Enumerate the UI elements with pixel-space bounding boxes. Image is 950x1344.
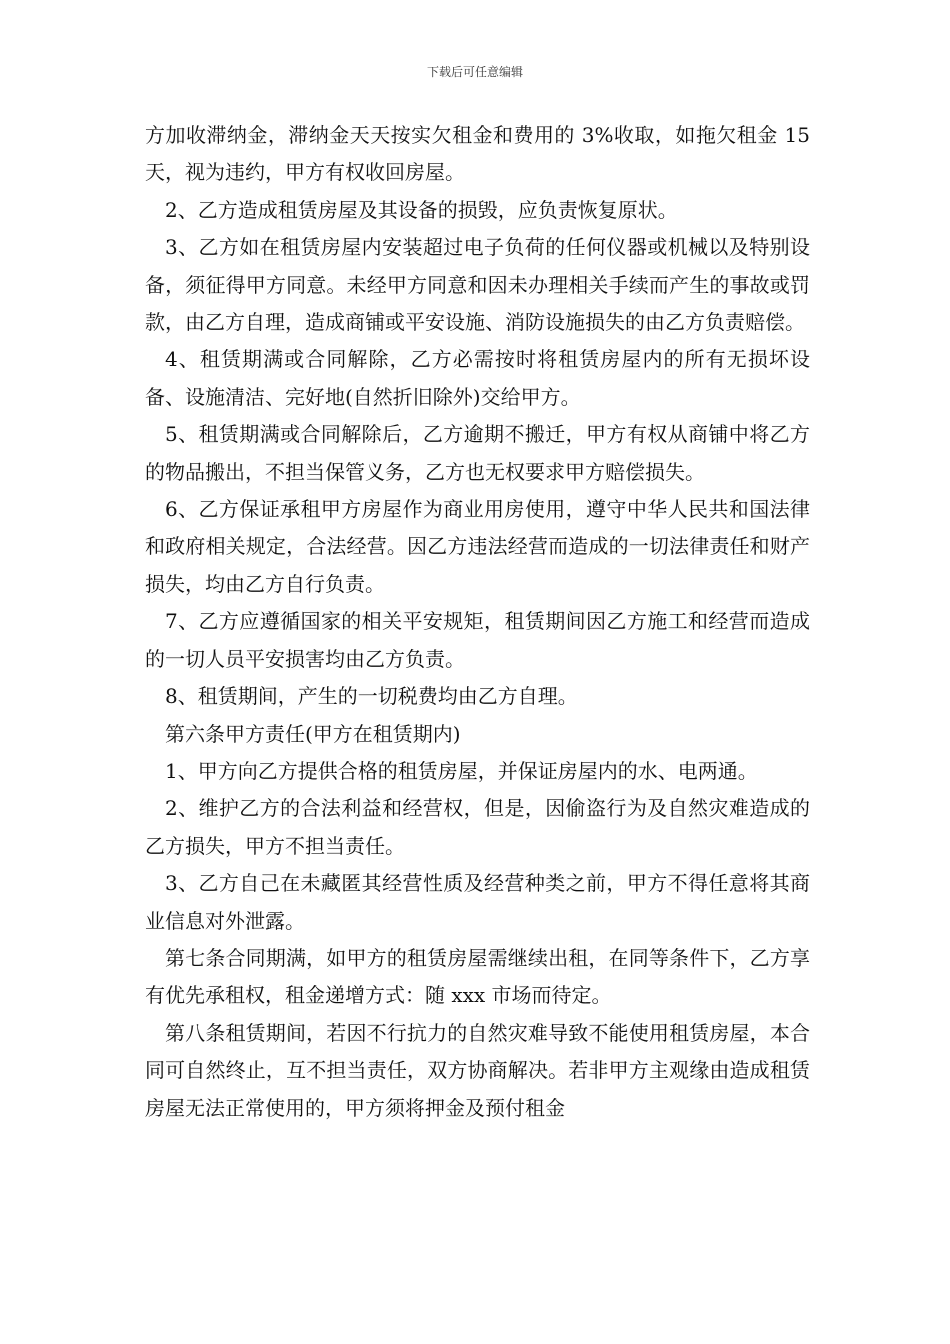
paragraph: 4、租赁期满或合同解除，乙方必需按时将租赁房屋内的所有无损坏设备、设施清洁、完好地(自然折旧除外)交给甲方。 (145, 347, 810, 409)
paragraph: 6、乙方保证承租甲方房屋作为商业用房使用，遵守中华人民共和国法律和政府相关规定，合法经营。因乙方违法经营而造成的一切法律责任和财产损失，均由乙方自行负责。 (145, 497, 810, 596)
paragraph: 第七条合同期满，如甲方的租赁房屋需继续出租，在同等条件下，乙方享有优先承租权，租金递增方式：随 xxx 市场而待定。 (145, 945, 810, 1008)
paragraph: 1、甲方向乙方提供合格的租赁房屋，并保证房屋内的水、电两通。 (165, 758, 758, 783)
paragraph: 5、租赁期满或合同解除后，乙方逾期不搬迁，甲方有权从商铺中将乙方的物品搬出，不担当保管义务，乙方也无权要求甲方赔偿损失。 (145, 422, 810, 484)
paragraph: 3、乙方自己在未藏匿其经营性质及经营种类之前，甲方不得任意将其商业信息对外泄露。 (145, 871, 810, 933)
paragraph: 2、维护乙方的合法利益和经营权，但是，因偷盗行为及自然灾难造成的乙方损失，甲方不担当责任。 (145, 796, 810, 858)
paragraph: 7、乙方应遵循国家的相关平安规矩，租赁期间因乙方施工和经营而造成的一切人员平安损害均由乙方负责。 (145, 609, 810, 671)
paragraph: 第六条甲方责任(甲方在租赁期内) (165, 721, 461, 746)
paragraph: 3、乙方如在租赁房屋内安装超过电子负荷的任何仪器或机械以及特别设备，须征得甲方同意。未经甲方同意和因未办理相关手续而产生的事故或罚款，由乙方自理，造成商铺或平安设施、消防设施损失的由乙方负责赔偿。 (145, 235, 810, 335)
paragraph: 第八条租赁期间，若因不行抗力的自然灾难导致不能使用租赁房屋，本合同可自然终止，互不担当责任，双方协商解决。若非甲方主观缘由造成租赁房屋无法正常使用的，甲方须将押金及预付租金 (145, 1020, 810, 1120)
paragraph: 2、乙方造成租赁房屋及其设备的损毁，应负责恢复原状。 (165, 197, 678, 222)
paragraph: 8、租赁期间，产生的一切税费均由乙方自理。 (165, 684, 578, 709)
document-body (145, 117, 810, 1127)
paragraph: 方加收滞纳金，滞纳金天天按实欠租金和费用的 3%收取，如拖欠租金 15 天，视为违约，甲方有权收回房屋。 (145, 123, 810, 185)
page-header: 下载后可任意编辑 (426, 65, 523, 79)
